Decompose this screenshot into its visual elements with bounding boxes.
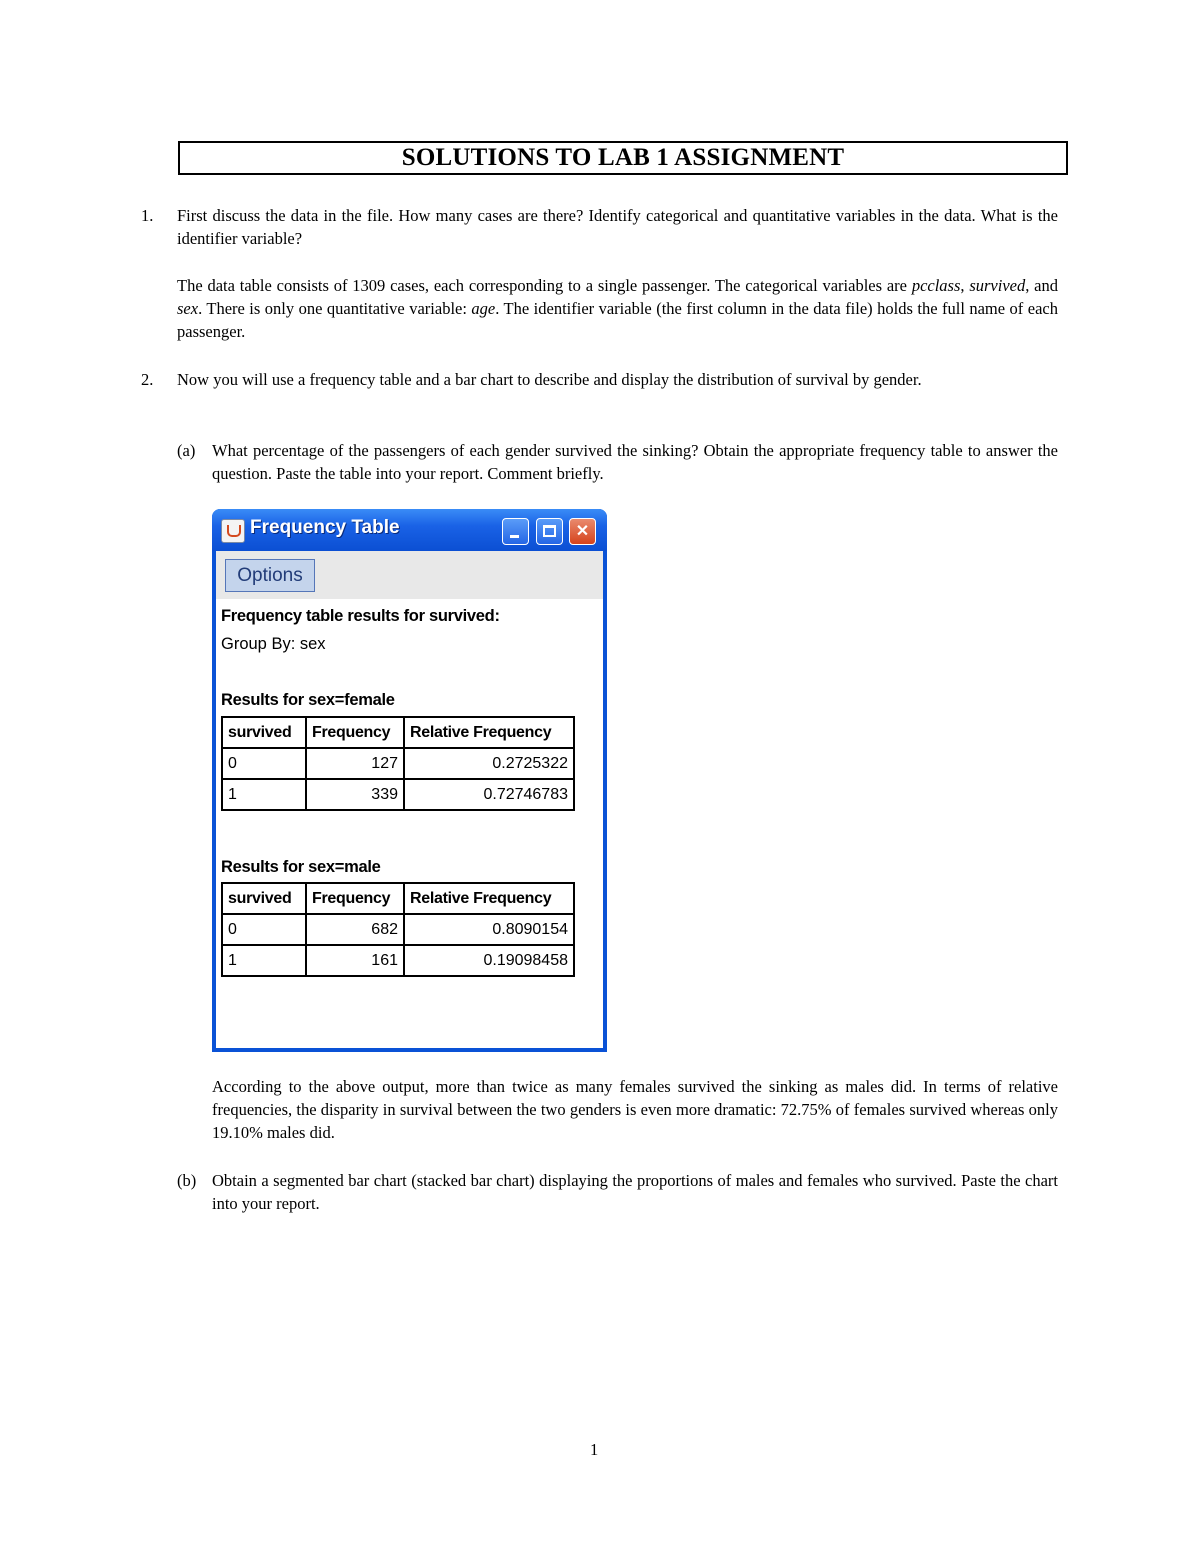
q1-var-survived: survived [969, 276, 1026, 295]
male-results-label: Results for sex=male [221, 858, 381, 876]
table-header-row [222, 883, 574, 914]
q2b-label: (b) [177, 1171, 197, 1190]
cell-frequency: 682 [306, 914, 404, 945]
results-title: Frequency table results for survived: [221, 607, 500, 625]
page-number: 1 [590, 1440, 599, 1459]
q1-question: First discuss the data in the file. How many cases are there? Identify categorical and quantitative variables in the data. What is the identifier variable? [177, 206, 1058, 248]
window-title: Frequency Table [250, 517, 400, 538]
q1-number: 1. [141, 206, 154, 225]
q2b-question: Obtain a segmented bar chart (stacked bar chart) displaying the proportions of males and females who survived. Paste the chart into your report. [212, 1171, 1058, 1213]
frequency-table-window [212, 509, 607, 1052]
header-survived: survived [222, 717, 306, 748]
header-survived: survived [222, 883, 306, 914]
q1-answer-part2: . There is only one quantitative variable: [198, 299, 472, 318]
header-frequency: Frequency [306, 883, 404, 914]
cell-relative-frequency: 0.8090154 [404, 914, 574, 945]
cell-survived: 0 [222, 914, 306, 945]
java-cup-icon [221, 519, 245, 543]
q1-answer-part3: . The identifier variable (the first column in the data file) holds the full name of each passenger. [177, 299, 1058, 341]
options-button[interactable]: Options [225, 559, 315, 592]
q2-number: 2. [141, 370, 154, 389]
document-title: SOLUTIONS TO LAB 1 ASSIGNMENT [178, 141, 1068, 175]
cell-frequency: 161 [306, 945, 404, 976]
cell-survived: 1 [222, 945, 306, 976]
table-row [222, 779, 574, 810]
table-row [222, 945, 574, 976]
window-titlebar[interactable] [212, 509, 607, 551]
female-frequency-table [221, 716, 575, 811]
close-icon[interactable]: ✕ [569, 518, 596, 545]
q2-question: Now you will use a frequency table and a bar chart to describe and display the distribution of survival by gender. [177, 370, 922, 389]
header-frequency: Frequency [306, 717, 404, 748]
cell-relative-frequency: 0.2725322 [404, 748, 574, 779]
cell-relative-frequency: 0.19098458 [404, 945, 574, 976]
q1-sep2: , and [1025, 276, 1058, 295]
q1-sep1: , [960, 276, 970, 295]
q2a-comment: According to the above output, more than twice as many females survived the sinking as males did. In terms of relative frequencies, the disparity in survival between the two genders is even more dramatic: 72.75% of females survived whereas only 19.10% males did. [212, 1077, 1058, 1142]
q1-var-age: age [471, 299, 496, 318]
table-row [222, 748, 574, 779]
header-relative-frequency: Relative Frequency [404, 717, 574, 748]
table-header-row [222, 717, 574, 748]
q1-answer [177, 274, 1058, 343]
header-relative-frequency: Relative Frequency [404, 883, 574, 914]
q2a-question: What percentage of the passengers of each gender survived the sinking? Obtain the appropriate frequency table to answer the question. Paste the table into your report. Comment briefly. [212, 441, 1058, 483]
window-body [216, 551, 603, 1048]
minimize-icon[interactable] [502, 518, 529, 545]
cell-relative-frequency: 0.72746783 [404, 779, 574, 810]
cell-frequency: 339 [306, 779, 404, 810]
group-by-label: Group By: sex [221, 635, 326, 653]
q1-answer-part1: The data table consists of 1309 cases, each corresponding to a single passenger. The categorical variables are [177, 276, 912, 295]
maximize-icon[interactable] [536, 518, 563, 545]
cell-frequency: 127 [306, 748, 404, 779]
table-row [222, 914, 574, 945]
q1-var-pclass: pcclass [911, 276, 961, 295]
q2a-label: (a) [177, 441, 196, 460]
q1-var-sex: sex [177, 299, 199, 318]
female-results-label: Results for sex=female [221, 691, 395, 709]
male-frequency-table [221, 882, 575, 977]
window-toolbar [216, 551, 603, 599]
cell-survived: 0 [222, 748, 306, 779]
cell-survived: 1 [222, 779, 306, 810]
